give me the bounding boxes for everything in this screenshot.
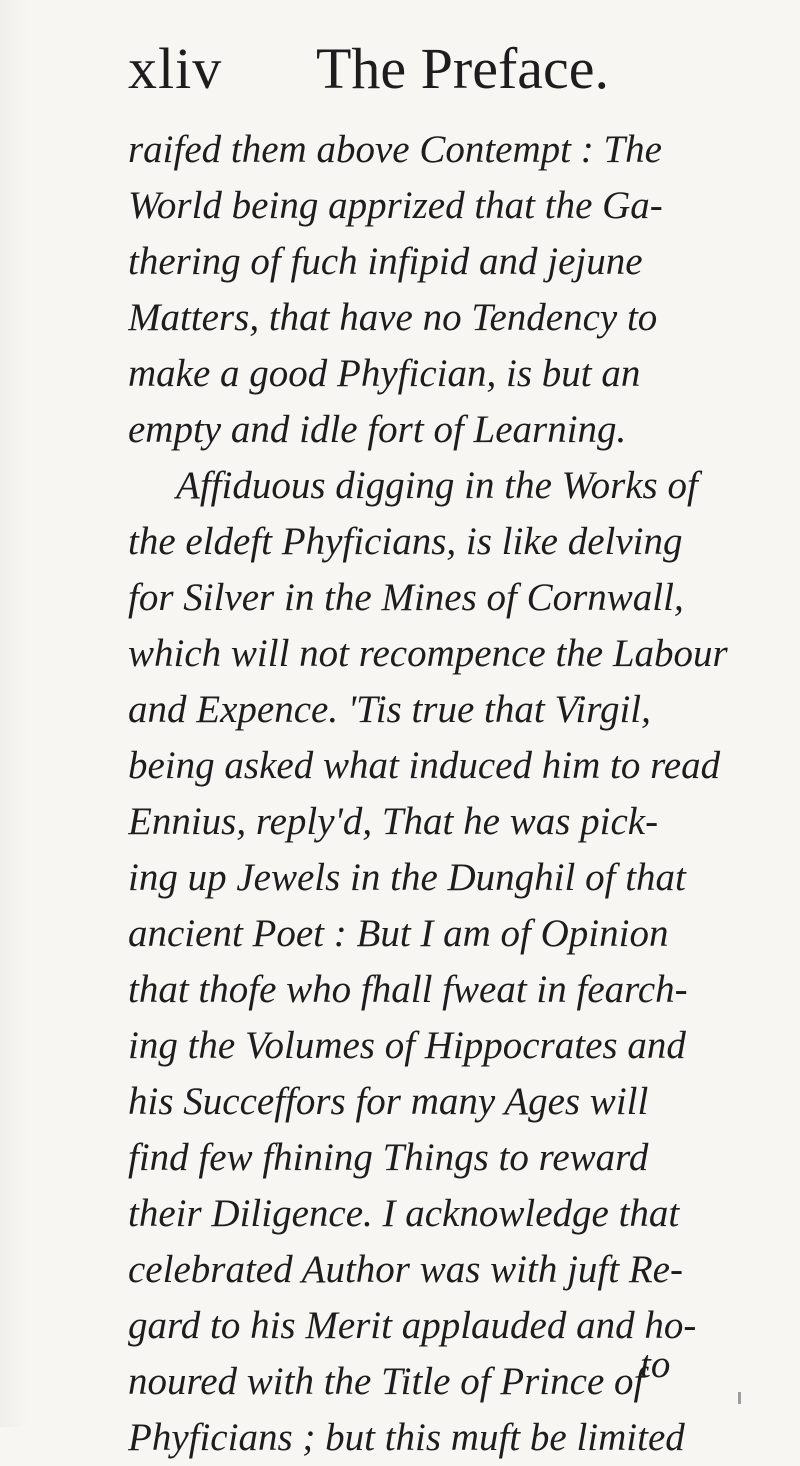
text-line: raifed them above Contempt : The <box>128 128 662 171</box>
catchword: to <box>640 1343 671 1386</box>
running-head: The Preface. <box>316 36 610 101</box>
text-line: make a good Phyfician, is but an <box>128 352 641 395</box>
page-header <box>128 36 688 120</box>
text-line: that thofe who fhall fweat in fearch- <box>128 968 688 1011</box>
text-line: ancient Poet : But I am of Opinion <box>128 912 669 955</box>
text-line: the eldeft Phyficians, is like delving <box>128 520 683 563</box>
text-line: and Expence. 'Tis true that Virgil, <box>128 688 651 731</box>
page-edge-shadow <box>0 0 28 1427</box>
text-line: find few fhining Things to reward <box>128 1136 649 1179</box>
paper-mark <box>738 1392 741 1404</box>
text-line: Matters, that have no Tendency to <box>128 296 658 339</box>
text-line: being asked what induced him to read <box>128 744 721 787</box>
text-line: his Succeffors for many Ages will <box>128 1080 649 1123</box>
text-line: Phyficians ; but this muft be limited <box>128 1416 685 1459</box>
text-line: Affiduous digging in the Works of <box>176 464 698 507</box>
text-line: gard to his Merit applauded and ho- <box>128 1304 697 1347</box>
text-line: World being apprized that the Ga- <box>128 184 663 227</box>
text-line: noured with the Title of Prince of <box>128 1360 645 1403</box>
text-line: ing up Jewels in the Dunghil of that <box>128 856 686 899</box>
text-line: celebrated Author was with juft Re- <box>128 1248 683 1291</box>
body-text <box>128 122 778 1466</box>
text-line: empty and idle fort of Learning. <box>128 408 627 451</box>
page-number: xliv <box>128 36 223 101</box>
text-line: which will not recompence the Labour <box>128 632 728 675</box>
text-line: thering of fuch infipid and jejune <box>128 240 643 283</box>
text-line: ing the Volumes of Hippocrates and <box>128 1024 686 1067</box>
text-line: for Silver in the Mines of Cornwall, <box>128 576 684 619</box>
text-line: their Diligence. I acknowledge that <box>128 1192 680 1235</box>
text-line: Ennius, reply'd, That he was pick- <box>128 800 659 843</box>
